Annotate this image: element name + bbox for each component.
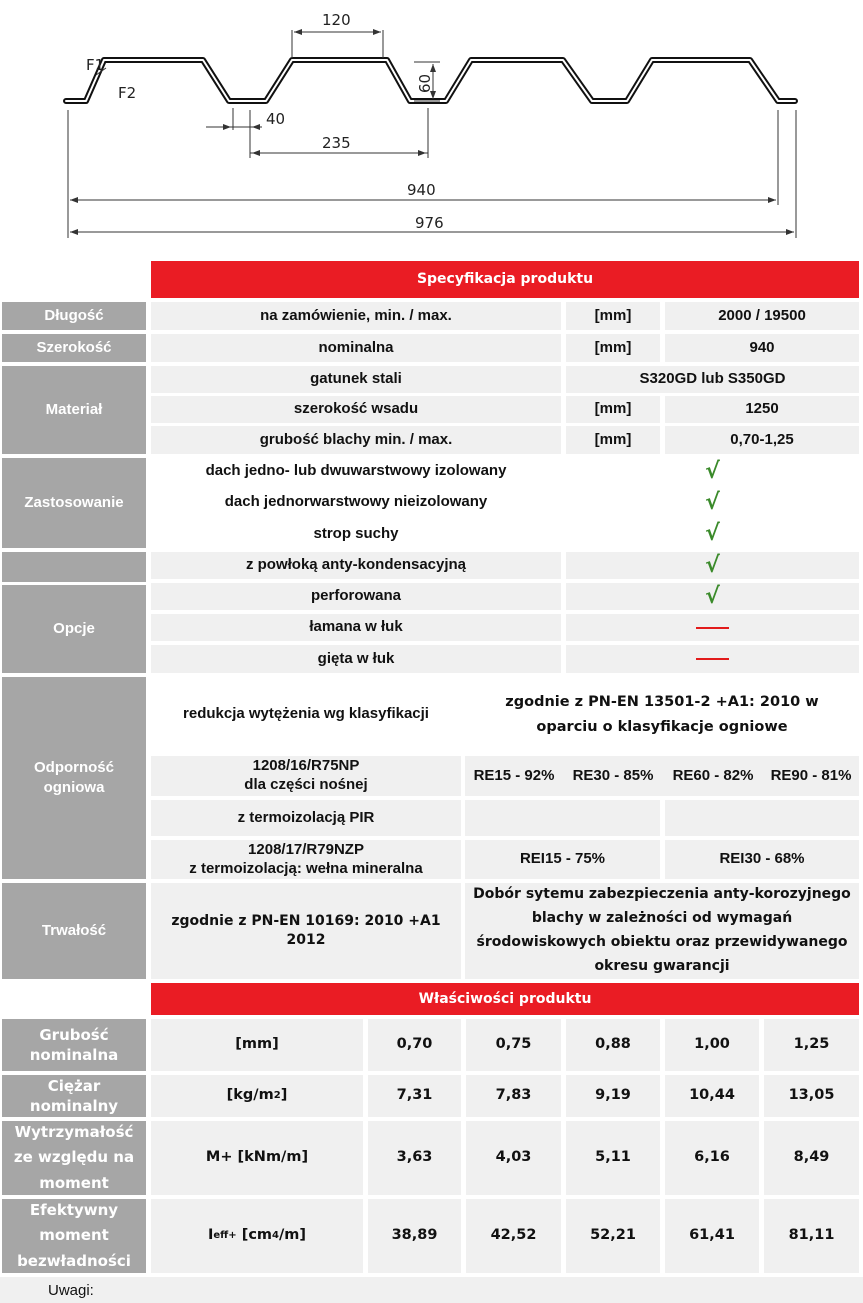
opcje-desc-3: łamana w łuk: [151, 614, 561, 641]
dim-120: 120: [322, 11, 351, 29]
efektywny-value-1: 38,89: [368, 1199, 461, 1273]
dlugosc-value: 2000 / 19500: [665, 302, 859, 330]
wytrzymalosc-value-3: 5,11: [566, 1121, 660, 1195]
re30-value: RE30 - 85%: [563, 756, 663, 796]
dash-icon: [566, 645, 859, 673]
dim-976: 976: [415, 214, 444, 232]
material-desc-3: grubość blachy min. / max.: [151, 426, 561, 454]
dash-icon: [566, 614, 859, 641]
label-grubosc: Grubość nominalna: [2, 1019, 146, 1071]
grubosc-value-5: 1,25: [764, 1019, 859, 1071]
wytrzymalosc-unit: M+ [kNm/m]: [151, 1121, 363, 1195]
ciezar-value-1: 7,31: [368, 1075, 461, 1117]
opcje-label-text: Opcje: [2, 582, 146, 673]
szerokosc-desc: nominalna: [151, 334, 561, 362]
efektywny-value-5: 81,11: [764, 1199, 859, 1273]
label-f1: F1: [86, 56, 105, 74]
dim-940: 940: [407, 181, 436, 199]
odpornosc-empty-1: [465, 800, 660, 836]
odpornosc-empty-2: [665, 800, 859, 836]
efektywny-unit-post: /m]: [279, 1227, 307, 1244]
check-icon: √: [566, 489, 859, 516]
trwalosc-value: Dobór sytemu zabezpieczenia anty-korozyjnego blachy w zależności od wymagań środowiskowych obiektu oraz przewidywanego okresu gwarancji: [465, 883, 859, 979]
zastosowanie-desc-3: strop suchy: [151, 520, 561, 548]
wytrzymalosc-value-2: 4,03: [466, 1121, 561, 1195]
profile-drawing: [0, 0, 863, 250]
wytrzymalosc-value-5: 8,49: [764, 1121, 859, 1195]
check-icon: √: [566, 552, 859, 579]
grubosc-unit: [mm]: [151, 1019, 363, 1071]
label-trwalosc: Trwałość: [2, 883, 146, 979]
label-opcje: [2, 552, 146, 673]
grubosc-value-3: 0,88: [566, 1019, 660, 1071]
material-value-2: 1250: [665, 396, 859, 423]
odpornosc-desc-2: [151, 756, 461, 796]
check-icon: √: [566, 458, 859, 485]
zastosowanie-desc-1: dach jedno- lub dwuwarstwowy izolowany: [151, 458, 561, 485]
opcje-desc-4: gięta w łuk: [151, 645, 561, 673]
material-value-1: S320GD lub S350GD: [566, 366, 859, 393]
label-f2: F2: [118, 84, 137, 102]
dim-235: 235: [322, 134, 351, 152]
re15-value: RE15 - 92%: [465, 756, 563, 796]
rei15-value: REI15 - 75%: [465, 840, 660, 879]
label-dlugosc: Długość: [2, 302, 146, 330]
odpornosc-desc-4: [151, 840, 461, 879]
check-icon: √: [566, 583, 859, 610]
dim-40: 40: [266, 110, 286, 128]
label-zastosowanie: Zastosowanie: [2, 458, 146, 548]
ciezar-unit: [151, 1075, 363, 1117]
grubosc-value-2: 0,75: [466, 1019, 561, 1071]
notes-row: [0, 1277, 863, 1303]
label-wytrzymalosc: Wytrzymałość ze względu na moment: [2, 1121, 146, 1195]
spec-header: Specyfikacja produktu: [151, 261, 859, 298]
check-icon: √: [566, 520, 859, 548]
dash-line: [696, 627, 729, 629]
efektywny-unit-mid: [cm: [236, 1227, 273, 1244]
efektywny-value-4: 61,41: [665, 1199, 759, 1273]
wytrzymalosc-value-4: 6,16: [665, 1121, 759, 1195]
ciezar-value-4: 10,44: [665, 1075, 759, 1117]
material-desc-1: gatunek stali: [151, 366, 561, 393]
material-desc-2: szerokość wsadu: [151, 396, 561, 423]
re60-value: RE60 - 82%: [663, 756, 763, 796]
notes-label: Uwagi:: [48, 1281, 94, 1299]
material-unit-2: [mm]: [566, 396, 660, 423]
wytrzymalosc-value-1: 3,63: [368, 1121, 461, 1195]
odpornosc-desc-2-line2: dla części nośnej: [244, 776, 368, 793]
odpornosc-desc-4-line2: z termoizolacją: wełna mineralna: [189, 859, 423, 877]
efektywny-unit: [151, 1199, 363, 1273]
efektywny-value-3: 52,21: [566, 1199, 660, 1273]
re90-value: RE90 - 81%: [763, 756, 859, 796]
efektywny-unit-sup2: 4: [272, 1230, 279, 1242]
efektywny-value-2: 42,52: [466, 1199, 561, 1273]
label-material: Materiał: [2, 366, 146, 454]
grubosc-value-1: 0,70: [368, 1019, 461, 1071]
trwalosc-desc: zgodnie z PN-EN 10169: 2010 +A1 2012: [151, 883, 461, 979]
material-value-3: 0,70-1,25: [665, 426, 859, 454]
dash-line: [696, 658, 729, 660]
odpornosc-value-1-text: zgodnie z PN-EN 13501-2 +A1: 2010 w oparciu o klasyfikacje ogniowe: [505, 693, 819, 735]
odpornosc-desc-1: redukcja wytężenia wg klasyfikacji: [151, 677, 461, 752]
material-unit-3: [mm]: [566, 426, 660, 454]
props-header: Właściwości produktu: [151, 983, 859, 1015]
odpornosc-desc-2-line1: 1208/16/R75NP: [252, 757, 360, 775]
szerokosc-unit: [mm]: [566, 334, 660, 362]
odpornosc-desc-3: z termoizolacją PIR: [151, 800, 461, 836]
zastosowanie-desc-2: dach jednorwarstwowy nieizolowany: [151, 489, 561, 516]
ciezar-unit-pre: [kg/m: [226, 1087, 274, 1104]
dlugosc-unit: [mm]: [566, 302, 660, 330]
ciezar-unit-post: ]: [280, 1087, 288, 1104]
label-efektywny: Efektywny moment bezwładności: [2, 1199, 146, 1273]
grubosc-value-4: 1,00: [665, 1019, 759, 1071]
dlugosc-desc: na zamówienie, min. / max.: [151, 302, 561, 330]
rei30-value: REI30 - 68%: [665, 840, 859, 879]
szerokosc-value: 940: [665, 334, 859, 362]
ciezar-value-3: 9,19: [566, 1075, 660, 1117]
odpornosc-value-1: [465, 677, 859, 752]
opcje-desc-1: z powłoką anty-kondensacyjną: [151, 552, 561, 579]
label-odpornosc: Odporność ogniowa: [2, 677, 146, 879]
efektywny-unit-pre: I: [207, 1227, 214, 1244]
odpornosc-desc-4-line1: 1208/17/R79NZP: [248, 840, 364, 858]
opcje-desc-2: perforowana: [151, 583, 561, 610]
efektywny-unit-sup: +: [228, 1230, 237, 1242]
label-szerokosc: Szerokość: [2, 334, 146, 362]
ciezar-value-2: 7,83: [466, 1075, 561, 1117]
efektywny-unit-sub: eff: [213, 1230, 229, 1242]
ciezar-unit-sup: 2: [273, 1090, 281, 1102]
dim-60: 60: [416, 73, 434, 93]
label-ciezar: Ciężar nominalny: [2, 1075, 146, 1117]
ciezar-value-5: 13,05: [764, 1075, 859, 1117]
